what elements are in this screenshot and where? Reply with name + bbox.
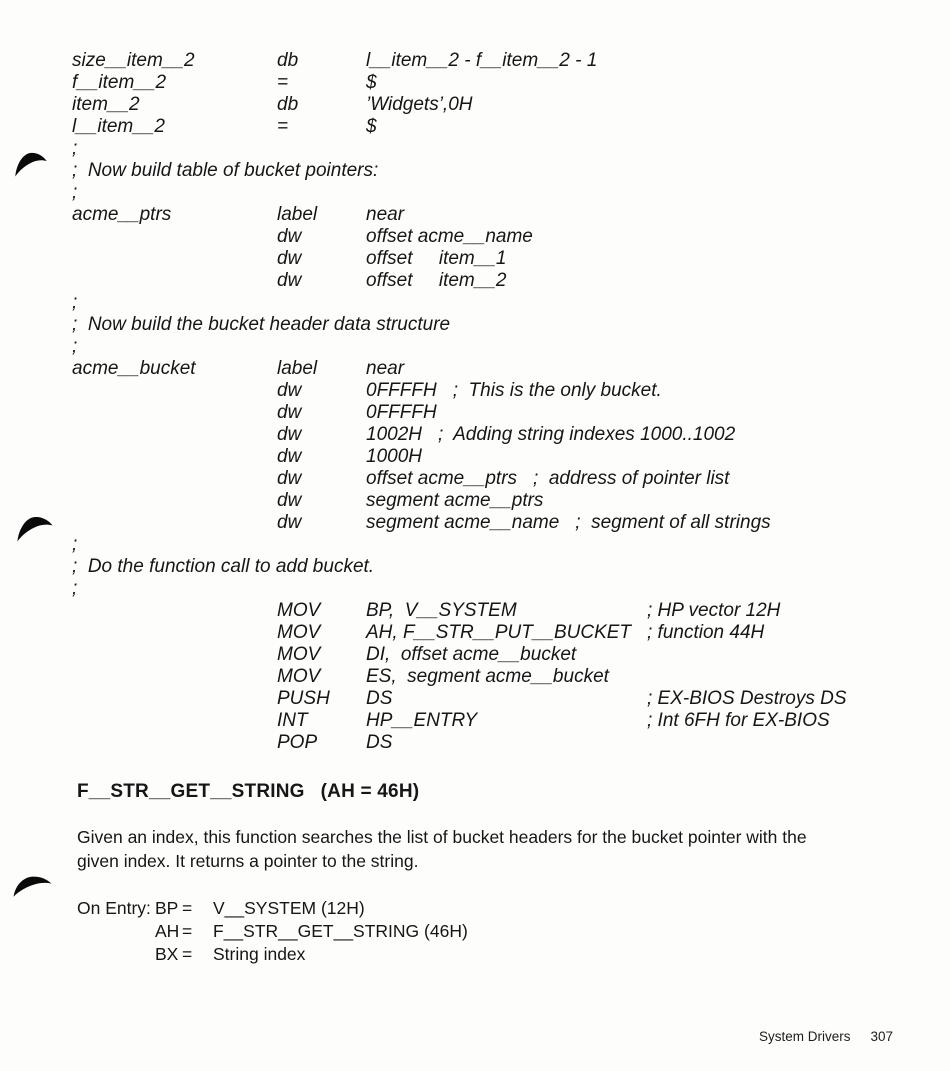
code-operand: ES, segment acme__bucket [366, 666, 609, 687]
code-label: acme__ptrs [72, 204, 172, 225]
code-line [72, 578, 847, 600]
equals-sign: = [182, 898, 193, 918]
code-opcode: label [277, 204, 318, 225]
code-line [72, 358, 847, 380]
code-operand: segment acme__ptrs [366, 490, 544, 511]
code-operand: offset item__2 [366, 270, 507, 291]
code-operand: DS [366, 732, 393, 753]
code-label [72, 512, 277, 534]
code-opcode: = [277, 116, 289, 137]
function-description [77, 826, 897, 873]
code-line [72, 468, 847, 490]
code-opcode: MOV [277, 666, 321, 687]
register-name: BX [155, 944, 179, 964]
code-opcode: PUSH [277, 688, 330, 709]
equals-sign: = [182, 921, 193, 941]
register-value: String index [213, 944, 306, 964]
function-section [77, 781, 897, 966]
code-opcode: dw [277, 248, 302, 269]
code-listing [72, 50, 847, 754]
code-label [72, 270, 277, 292]
code-opcode [277, 578, 366, 600]
register-name: AH [155, 921, 180, 941]
code-operand: $ [366, 72, 377, 93]
footer-section-title: System Drivers [758, 1029, 851, 1044]
register-value: V__SYSTEM (12H) [213, 898, 365, 918]
code-line [72, 644, 847, 666]
code-line [72, 50, 847, 72]
code-line [72, 248, 847, 270]
equals-sign: = [182, 944, 193, 964]
code-opcode: dw [277, 226, 302, 247]
code-line [72, 116, 847, 138]
code-line [72, 94, 847, 116]
code-opcode: db [277, 94, 299, 115]
code-line [72, 160, 847, 182]
code-opcode [277, 138, 366, 160]
code-label [72, 402, 277, 424]
code-opcode [277, 292, 366, 314]
code-operand: near [366, 204, 405, 225]
code-label: size__item__2 [72, 50, 195, 71]
code-label [72, 710, 277, 732]
on-entry-row [77, 943, 897, 966]
code-opcode [277, 336, 366, 358]
code-label [72, 622, 277, 644]
code-line [72, 226, 847, 248]
code-comment: ; HP vector 12H [647, 600, 781, 621]
code-opcode: INT [277, 710, 308, 731]
code-line [72, 600, 847, 622]
code-opcode: dw [277, 490, 302, 511]
code-comment: ; This is the only bucket. [452, 380, 662, 401]
code-opcode: MOV [277, 644, 321, 665]
on-entry-label: On Entry: [77, 898, 151, 918]
code-line [72, 204, 847, 226]
code-comment: ; Adding string indexes 1000..1002 [438, 424, 736, 445]
code-opcode: MOV [277, 622, 321, 643]
code-opcode: dw [277, 380, 302, 401]
code-opcode [378, 160, 467, 182]
function-name: F__STR__GET__STRING [77, 781, 305, 802]
code-line [72, 446, 847, 468]
function-heading-args: (AH = 46H) [320, 781, 420, 802]
code-operand: segment acme__name [366, 512, 560, 533]
code-operand: offset acme__name [366, 226, 533, 247]
code-opcode: db [277, 50, 299, 71]
code-operand: HP__ENTRY [366, 710, 478, 731]
code-label [72, 688, 277, 710]
code-label: ; [72, 534, 78, 555]
code-operand: $ [366, 116, 377, 137]
scan-artifact-crescent-icon [12, 875, 53, 898]
code-opcode [277, 182, 366, 204]
on-entry-row [77, 920, 897, 943]
code-label: acme__bucket [72, 358, 196, 379]
function-heading [77, 781, 897, 803]
code-line [72, 314, 847, 336]
code-label [72, 600, 277, 622]
code-comment: ; function 44H [647, 622, 765, 643]
code-opcode [374, 556, 463, 578]
code-label [72, 468, 277, 490]
code-comment: ; address of pointer list [533, 468, 730, 489]
code-label: ; Now build the bucket header data structure [72, 314, 451, 335]
code-label: ; Now build table of bucket pointers: [72, 160, 379, 181]
on-entry-block [77, 897, 897, 966]
code-opcode: dw [277, 468, 302, 489]
code-line [72, 732, 847, 754]
code-line [72, 512, 847, 534]
code-opcode: dw [277, 512, 302, 533]
code-operand: near [366, 358, 405, 379]
footer-page-number: 307 [870, 1029, 893, 1044]
code-label [72, 666, 277, 688]
on-entry-row [77, 897, 897, 920]
code-label [72, 490, 277, 512]
code-comment: ; Int 6FH for EX-BIOS [647, 710, 830, 731]
scan-artifact-crescent-icon [14, 151, 48, 178]
code-line [72, 622, 847, 644]
code-opcode: POP [277, 732, 318, 753]
code-label [72, 380, 277, 402]
code-label: ; [72, 292, 78, 313]
code-label: ; [72, 138, 78, 159]
code-label [72, 424, 277, 446]
code-line [72, 666, 847, 688]
code-opcode: label [277, 358, 318, 379]
code-comment: ; EX-BIOS Destroys DS [647, 688, 847, 709]
code-operand: BP, V__SYSTEM [366, 600, 517, 621]
code-operand: 0FFFFH [366, 380, 437, 401]
code-operand: 0FFFFH [366, 402, 437, 423]
code-operand: AH, F__STR__PUT__BUCKET [366, 622, 632, 643]
code-line [72, 424, 847, 446]
page-footer [759, 1029, 893, 1044]
description-line: Given an index, this function searches the list of bucket headers for the bucket pointer with the [77, 827, 807, 847]
code-opcode: MOV [277, 600, 321, 621]
code-label: l__item__2 [72, 116, 165, 137]
register-name: BP [155, 898, 179, 918]
code-opcode: dw [277, 270, 302, 291]
code-line [72, 534, 847, 556]
code-label: ; Do the function call to add bucket. [72, 556, 375, 577]
register-value: F__STR__GET__STRING (46H) [213, 921, 468, 941]
code-line [72, 688, 847, 710]
code-operand: offset acme__ptrs [366, 468, 518, 489]
code-operand: DS [366, 688, 393, 709]
code-label [72, 732, 277, 754]
scan-artifact-crescent-icon [16, 515, 54, 543]
code-line [72, 72, 847, 94]
code-label: item__2 [72, 94, 140, 115]
code-line [72, 336, 847, 358]
code-label [72, 226, 277, 248]
code-line [72, 556, 847, 578]
description-line: given index. It returns a pointer to the string. [77, 850, 419, 871]
code-opcode: dw [277, 424, 302, 445]
code-label: f__item__2 [72, 72, 167, 93]
code-operand: offset item__1 [366, 248, 507, 269]
code-label: ; [72, 182, 78, 203]
code-line [72, 490, 847, 512]
code-operand: l__item__2 - f__item__2 - 1 [366, 50, 598, 71]
code-label: ; [72, 578, 78, 599]
code-line [72, 292, 847, 314]
code-operand: 1002H [366, 424, 422, 445]
code-line [72, 270, 847, 292]
code-opcode: = [277, 72, 289, 93]
code-opcode: dw [277, 446, 302, 467]
code-label [72, 644, 277, 666]
code-label [72, 446, 277, 468]
code-line [72, 380, 847, 402]
code-opcode: dw [277, 402, 302, 423]
code-line [72, 182, 847, 204]
code-comment: ; segment of all strings [575, 512, 771, 533]
code-line [72, 402, 847, 424]
code-opcode [277, 534, 366, 556]
code-label: ; [72, 336, 78, 357]
code-operand: DI, offset acme__bucket [366, 644, 577, 665]
code-operand: 1000H [366, 446, 422, 467]
code-line [72, 710, 847, 732]
code-opcode [450, 314, 539, 336]
code-label [72, 248, 277, 270]
code-operand: ’Widgets’,0H [366, 94, 473, 115]
code-line [72, 138, 847, 160]
